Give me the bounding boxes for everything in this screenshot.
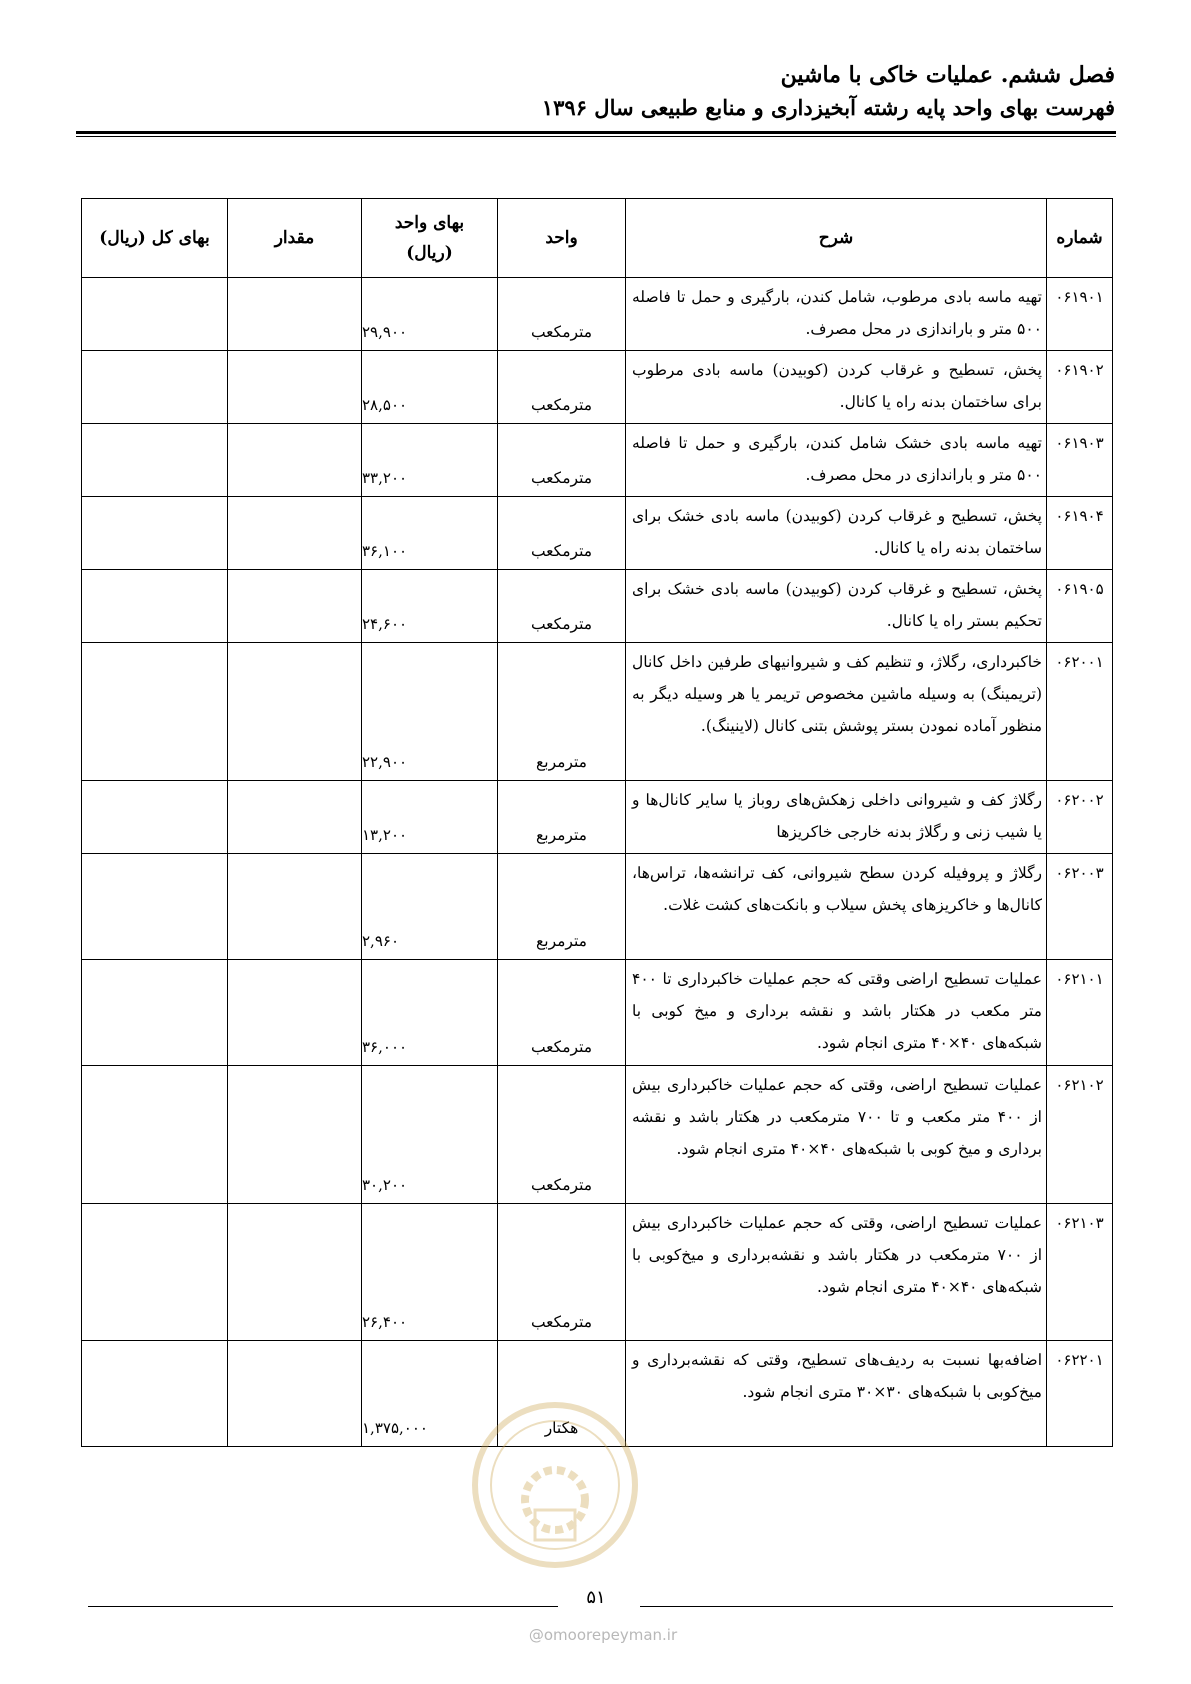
item-unit-price: ۲۸,۵۰۰ (362, 351, 498, 424)
price-table (81, 198, 1113, 1447)
item-total (82, 1066, 228, 1204)
item-unit: مترمکعب (498, 960, 626, 1066)
table-row (82, 278, 1113, 351)
column-header-code: شماره (1047, 199, 1113, 278)
item-code: ۰۶۱۹۰۲ (1047, 351, 1113, 424)
item-description: اضافه‌بها نسبت به ردیف‌های تسطیح، وقتی که نقشه‌برداری و میخ‌کوبی با شبکه‌های ۳۰×۳۰ متری انجام شود. (626, 1341, 1047, 1447)
item-total (82, 424, 228, 497)
item-quantity (228, 497, 362, 570)
item-total (82, 351, 228, 424)
item-description: رگلاژ و پروفیله کردن سطح شیروانی، کف ترانشه‌ها، تراس‌ها، کانال‌ها و خاکریزهای پخش سیلاب و بانکت‌های کشت غلات. (626, 854, 1047, 960)
item-quantity (228, 960, 362, 1066)
item-description: تهیه ماسه بادی خشک شامل کندن، بارگیری و حمل تا فاصله ۵۰۰ متر و باراندازی در محل مصرف. (626, 424, 1047, 497)
item-code: ۰۶۲۱۰۱ (1047, 960, 1113, 1066)
item-unit-price: ۳۶,۱۰۰ (362, 497, 498, 570)
item-total (82, 278, 228, 351)
item-total (82, 643, 228, 781)
item-description: رگلاژ کف و شیروانی داخلی زهکش‌های روباز یا سایر کانال‌ها و یا شیب زنی و رگلاژ بدنه خارجی خاکریزها (626, 781, 1047, 854)
item-code: ۰۶۲۲۰۱ (1047, 1341, 1113, 1447)
column-header-quantity: مقدار (228, 199, 362, 278)
item-code: ۰۶۱۹۰۱ (1047, 278, 1113, 351)
item-code: ۰۶۲۰۰۲ (1047, 781, 1113, 854)
column-header-description: شرح (626, 199, 1047, 278)
item-code: ۰۶۲۰۰۱ (1047, 643, 1113, 781)
item-unit: مترمکعب (498, 570, 626, 643)
table-row (82, 643, 1113, 781)
footer-rule-right (640, 1606, 1113, 1607)
item-code: ۰۶۲۰۰۳ (1047, 854, 1113, 960)
item-unit: مترمکعب (498, 1066, 626, 1204)
table-row (82, 1066, 1113, 1204)
item-unit: مترمکعب (498, 497, 626, 570)
seal-gear (525, 1470, 585, 1530)
item-quantity (228, 570, 362, 643)
chapter-title: فصل ششم. عملیات خاکی با ماشین (780, 62, 1115, 88)
item-unit: هکتار (498, 1341, 626, 1447)
item-quantity (228, 643, 362, 781)
item-unit: مترمربع (498, 781, 626, 854)
table-row (82, 424, 1113, 497)
table-row (82, 497, 1113, 570)
item-total (82, 960, 228, 1066)
footer-rule-left (88, 1606, 558, 1607)
unit-price-header-text: بهای واحد (ریال) (394, 213, 465, 263)
item-unit-price: ۳۰,۲۰۰ (362, 1066, 498, 1204)
item-unit-price: ۲۶,۴۰۰ (362, 1204, 498, 1341)
item-code: ۰۶۲۱۰۲ (1047, 1066, 1113, 1204)
item-total (82, 1204, 228, 1341)
item-quantity (228, 1066, 362, 1204)
item-total (82, 1341, 228, 1447)
item-code: ۰۶۱۹۰۳ (1047, 424, 1113, 497)
item-unit: مترمربع (498, 854, 626, 960)
item-unit: مترمکعب (498, 424, 626, 497)
table-row (82, 1341, 1113, 1447)
item-total (82, 781, 228, 854)
table-row (82, 960, 1113, 1066)
column-header-unit-price (362, 199, 498, 278)
item-unit-price: ۲۴,۶۰۰ (362, 570, 498, 643)
item-unit-price: ۱,۳۷۵,۰۰۰ (362, 1341, 498, 1447)
item-unit-price: ۳۶,۰۰۰ (362, 960, 498, 1066)
item-quantity (228, 424, 362, 497)
item-quantity (228, 1204, 362, 1341)
item-unit: مترمکعب (498, 1204, 626, 1341)
header-rule-thin (76, 136, 1116, 137)
item-description: پخش، تسطیح و غرقاب کردن (کوبیدن) ماسه بادی خشک برای ساختمان بدنه راه یا کانال. (626, 497, 1047, 570)
item-description: عملیات تسطیح اراضی، وقتی که حجم عملیات خاکبرداری بیش از ۴۰۰ متر مکعب و تا ۷۰۰ مترمکعب در هکتار باشد و نقشه برداری و میخ کوبی با شبکه‌های ۴۰×۴۰ متری انجام شود. (626, 1066, 1047, 1204)
table-header-row (82, 199, 1113, 278)
item-code: ۰۶۱۹۰۵ (1047, 570, 1113, 643)
item-unit-price: ۲۲,۹۰۰ (362, 643, 498, 781)
page-number: ۵۱ (586, 1587, 606, 1608)
table-row (82, 854, 1113, 960)
item-quantity (228, 278, 362, 351)
item-unit: مترمکعب (498, 278, 626, 351)
item-description: تهیه ماسه بادی مرطوب، شامل کندن، بارگیری و حمل تا فاصله ۵۰۰ متر و باراندازی در محل مصرف. (626, 278, 1047, 351)
item-quantity (228, 351, 362, 424)
item-unit-price: ۱۳,۲۰۰ (362, 781, 498, 854)
item-unit-price: ۲,۹۶۰ (362, 854, 498, 960)
item-description: عملیات تسطیح اراضی وقتی که حجم عملیات خاکبرداری تا ۴۰۰ متر مکعب در هکتار باشد و نقشه برداری و میخ کوبی با شبکه‌های ۴۰×۴۰ متری انجام شود. (626, 960, 1047, 1066)
table-row (82, 1204, 1113, 1341)
item-description: خاکبرداری، رگلاژ، و تنظیم کف و شیروانیهای طرفین داخل کانال (تریمینگ) به وسیله ماشین مخصوص تریمر یا هر وسیله دیگر به منظور آماده نمودن بستر پوشش بتنی کانال (لاینینگ). (626, 643, 1047, 781)
table-row (82, 351, 1113, 424)
item-total (82, 854, 228, 960)
item-total (82, 570, 228, 643)
table-row (82, 570, 1113, 643)
header-rule-thick (76, 131, 1116, 134)
item-total (82, 497, 228, 570)
item-description: عملیات تسطیح اراضی، وقتی که حجم عملیات خاکبرداری بیش از ۷۰۰ مترمکعب در هکتار باشد و نقشه‌برداری و میخ‌کوبی با شبکه‌های ۴۰×۴۰ متری انجام شود. (626, 1204, 1047, 1341)
item-code: ۰۶۲۱۰۳ (1047, 1204, 1113, 1341)
page-header (75, 58, 1115, 124)
item-quantity (228, 781, 362, 854)
seal-building (535, 1510, 575, 1540)
item-quantity (228, 1341, 362, 1447)
column-header-unit: واحد (498, 199, 626, 278)
item-description: پخش، تسطیح و غرقاب کردن (کوبیدن) ماسه بادی خشک برای تحکیم بستر راه یا کانال. (626, 570, 1047, 643)
item-unit-price: ۳۳,۲۰۰ (362, 424, 498, 497)
column-header-total: بهای کل (ریال) (82, 199, 228, 278)
price-list-title: فهرست بهای واحد پایه رشته آبخیزداری و منابع طبیعی سال ۱۳۹۶ (541, 95, 1115, 120)
table-row (82, 781, 1113, 854)
item-unit-price: ۲۹,۹۰۰ (362, 278, 498, 351)
item-unit: مترمربع (498, 643, 626, 781)
item-code: ۰۶۱۹۰۴ (1047, 497, 1113, 570)
item-unit: مترمکعب (498, 351, 626, 424)
item-quantity (228, 854, 362, 960)
site-watermark-text: @omoorepeyman.ir (528, 1626, 678, 1644)
item-description: پخش، تسطیح و غرقاب کردن (کوبیدن) ماسه بادی مرطوب برای ساختمان بدنه راه یا کانال. (626, 351, 1047, 424)
